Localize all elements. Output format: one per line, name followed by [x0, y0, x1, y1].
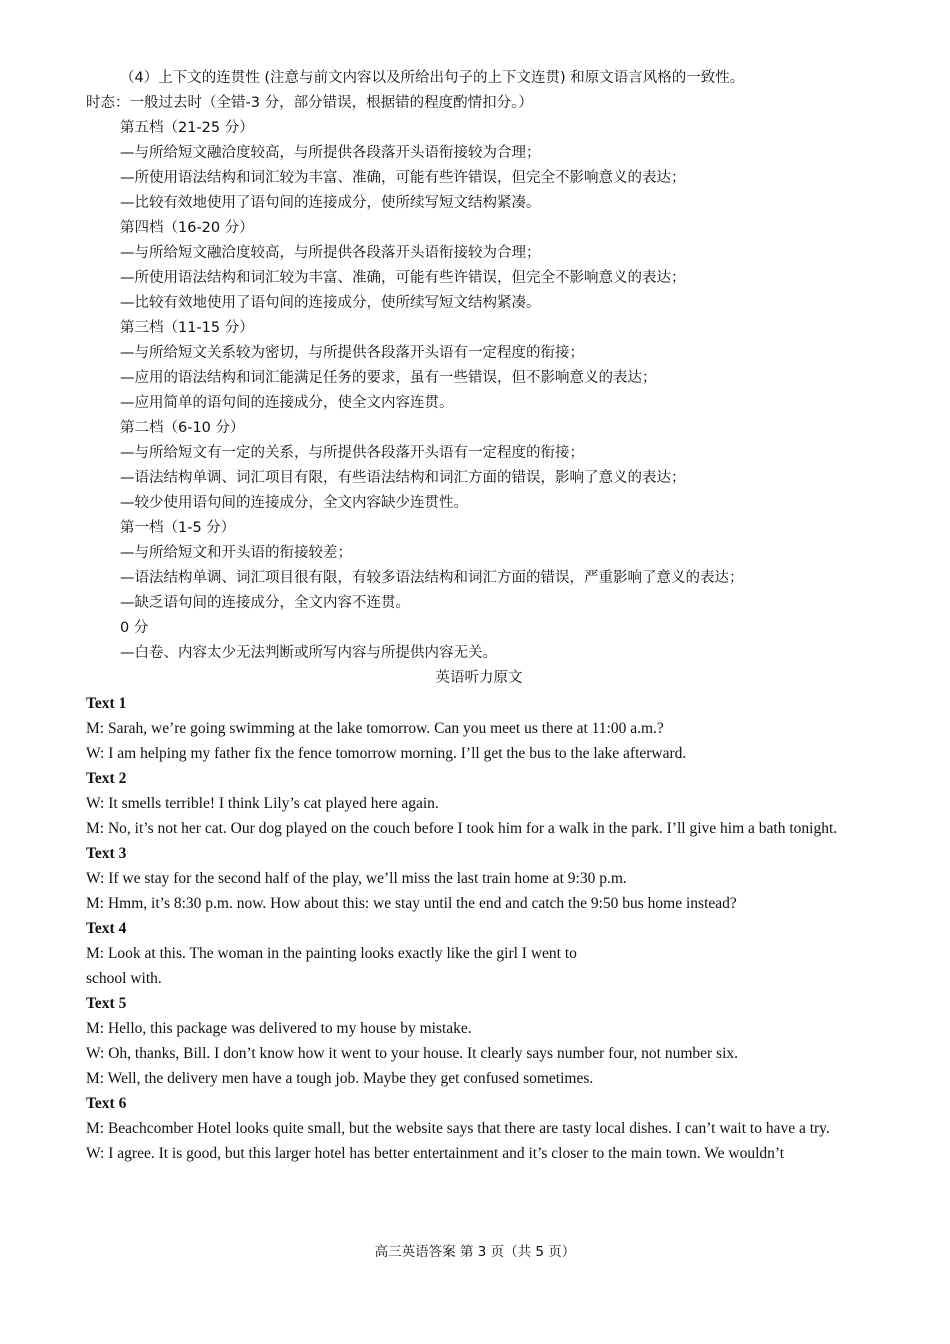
level-point: —与所给短文融洽度较高，与所提供各段落开头语衔接较为合理；: [120, 145, 541, 161]
page-footer: 高三英语答案 第 3 页（共 5 页）: [374, 1244, 576, 1260]
level-point: —语法结构单调、词汇项目有限，有些语法结构和词汇方面的错误，影响了意义的表达；: [120, 470, 686, 486]
listening-text-3: [86, 841, 872, 916]
page-content: [86, 66, 872, 1166]
level-point: —所使用语法结构和词汇较为丰富、准确，可能有些许错误，但完全不影响意义的表达；: [120, 170, 686, 186]
level-point: —与所给短文融洽度较高，与所提供各段落开头语衔接较为合理；: [120, 245, 541, 261]
dialogue-line: W: If we stay for the second half of the play, we’ll miss the last train home at 9:30 p.m.: [86, 870, 627, 887]
listening-text-5: [86, 991, 872, 1091]
rubric-tense: 时态：一般过去时（全错-3 分，部分错误，根据错的程度酌情扣分。）: [86, 95, 533, 111]
dialogue-line: M: No, it’s not her cat. Our dog played on the couch before I took him for a walk in the park. I’ll give him a bath tonight.: [86, 820, 838, 837]
level-point: —与所给短文有一定的关系，与所提供各段落开头语有一定程度的衔接；: [120, 445, 584, 461]
level-point: —应用简单的语句间的连接成分，使全文内容连贯。: [120, 395, 454, 411]
text-title: Text 2: [86, 770, 127, 787]
listening-text-6: [86, 1091, 872, 1166]
dialogue-line: M: Look at this. The woman in the painting looks exactly like the girl I went to: [86, 945, 577, 962]
level-point: —与所给短文关系较为密切，与所提供各段落开头语有一定程度的衔接；: [120, 345, 584, 361]
level-point: —语法结构单调、词汇项目很有限，有较多语法结构和词汇方面的错误，严重影响了意义的表达；: [120, 570, 744, 586]
level-title: 第二档（6-10 分）: [120, 420, 245, 436]
level-point: —较少使用语句间的连接成分，全文内容缺少连贯性。: [120, 495, 468, 511]
dialogue-line: W: Oh, thanks, Bill. I don’t know how it went to your house. It clearly says number four, not number six.: [86, 1045, 739, 1062]
level-point: —比较有效地使用了语句间的连接成分，使所续写短文结构紧凑。: [120, 295, 541, 311]
level-point: —比较有效地使用了语句间的连接成分，使所续写短文结构紧凑。: [120, 195, 541, 211]
level-title: 第一档（1-5 分）: [120, 520, 236, 536]
level-title: 第五档（21-25 分）: [120, 120, 254, 136]
rubric-level-5: [86, 116, 872, 216]
dialogue-line: M: Beachcomber Hotel looks quite small, but the website says that there are tasty local dishes. I can’t wait to have a try.: [86, 1120, 830, 1137]
dialogue-line: M: Sarah, we’re going swimming at the lake tomorrow. Can you meet us there at 11:00 a.m.?: [86, 720, 664, 737]
rubric-level-4: [86, 216, 872, 316]
dialogue-line: W: I am helping my father fix the fence tomorrow morning. I’ll get the bus to the lake afterward.: [86, 745, 687, 762]
dialogue-line: W: It smells terrible! I think Lily’s cat played here again.: [86, 795, 439, 812]
rubric-level-3: [86, 316, 872, 416]
dialogue-line: M: Hmm, it’s 8:30 p.m. now. How about this: we stay until the end and catch the 9:50 bus home instead?: [86, 895, 737, 912]
level-title: 第三档（11-15 分）: [120, 320, 254, 336]
rubric-level-0: [86, 616, 872, 666]
text-title: Text 3: [86, 845, 127, 862]
listening-text-4: [86, 916, 872, 991]
rubric-level-1: [86, 516, 872, 616]
listening-text-2: [86, 766, 872, 841]
level-point: —白卷、内容太少无法判断或所写内容与所提供内容无关。: [120, 645, 497, 661]
text-title: Text 6: [86, 1095, 127, 1112]
level-point: —所使用语法结构和词汇较为丰富、准确，可能有些许错误，但完全不影响意义的表达；: [120, 270, 686, 286]
dialogue-line: M: Well, the delivery men have a tough job. Maybe they get confused sometimes.: [86, 1070, 594, 1087]
rubric-criterion-4: （4）上下文的连贯性 (注意与前文内容以及所给出句子的上下文连贯) 和原文语言风格的一致性。: [120, 70, 745, 86]
listening-text-1: [86, 691, 872, 766]
rubric-level-2: [86, 416, 872, 516]
level-point: —应用的语法结构和词汇能满足任务的要求，虽有一些错误，但不影响意义的表达；: [120, 370, 657, 386]
level-title: 0 分: [120, 620, 149, 636]
dialogue-line: W: I agree. It is good, but this larger hotel has better entertainment and it’s closer to the main town. We wouldn’t: [86, 1145, 785, 1162]
level-point: —与所给短文和开头语的衔接较差；: [120, 545, 352, 561]
text-title: Text 1: [86, 695, 127, 712]
text-title: Text 4: [86, 920, 127, 937]
listening-heading: 英语听力原文: [435, 670, 523, 686]
dialogue-line: M: Hello, this package was delivered to my house by mistake.: [86, 1020, 472, 1037]
text-title: Text 5: [86, 995, 127, 1012]
dialogue-line: school with.: [86, 970, 162, 987]
level-title: 第四档（16-20 分）: [120, 220, 254, 236]
level-point: —缺乏语句间的连接成分，全文内容不连贯。: [120, 595, 410, 611]
